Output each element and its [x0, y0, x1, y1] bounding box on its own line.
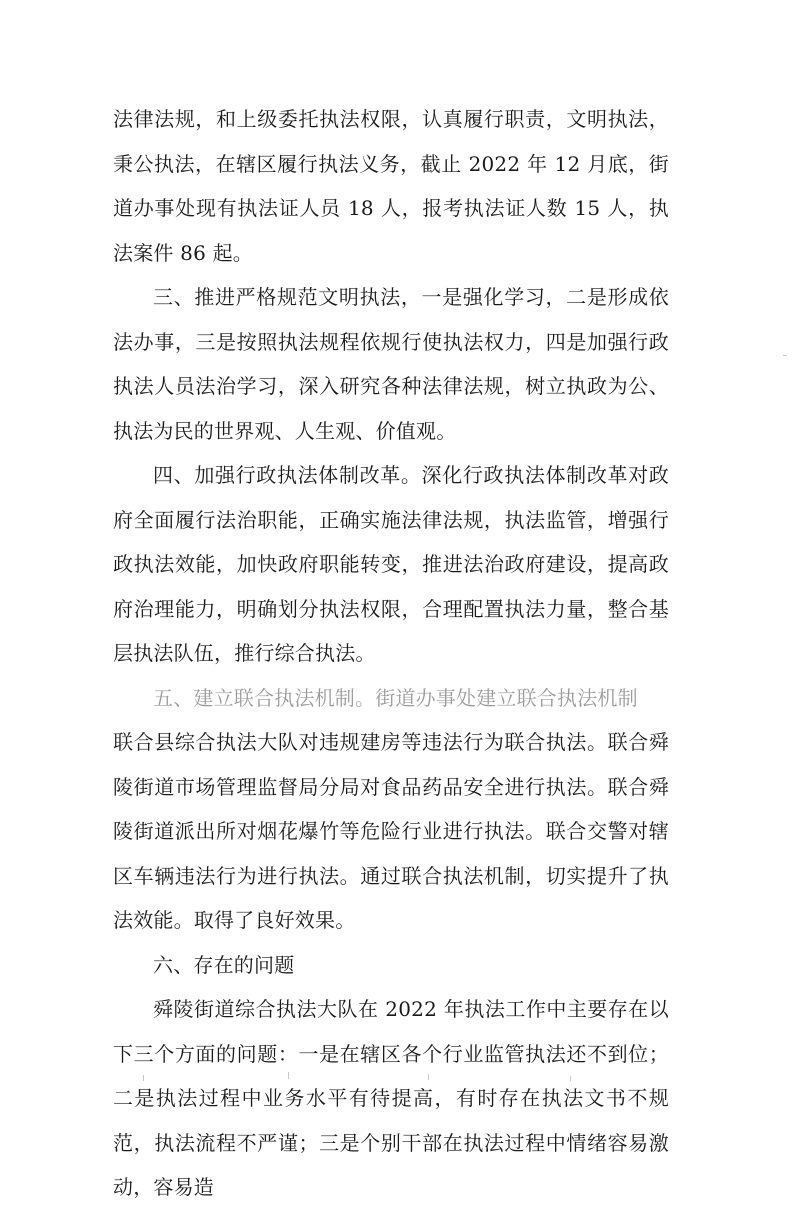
- paragraph-section-five-body: 联合县综合执法大队对违规建房等违法行为联合执法。联合舜陵街道市场管理监督局分局对食品药品安全进行执法。联合舜陵街道派出所对烟花爆竹等危险行业进行执法。联合交警对辖区车辆违法行为进行执法。通过联合执法机制，切实提升了执法效能。取得了良好效果。: [113, 730, 669, 932]
- scan-artifact-mark: [570, 1076, 571, 1081]
- paragraph-section-five-heading: 五、建立联合执法机制。街道办事处建立联合执法机制: [153, 685, 638, 710]
- paragraph-section-three: 三、推进严格规范文明执法，一是强化学习，二是形成依法办事，三是按照执法规程依规行使执法权力，四是加强行政执法人员法治学习，深入研究各种法律法规，树立执政为公、执法为民的世界观、人生观、价值观。: [113, 285, 669, 443]
- scan-artifact-mark: [143, 1075, 144, 1081]
- paragraph-section-four: 四、加强行政执法体制改革。深化行政执法体制改革对政府全面履行法治职能，正确实施法律法规，执法监管，增强行政执法效能，加快政府职能转变，推进法治政府建设，提高政府治理能力，明确划分执法权限，合理配置执法力量，整合基层执法队伍，推行综合执法。: [113, 463, 669, 665]
- paragraph-section-six-heading: 六、存在的问题: [153, 952, 295, 977]
- scan-artifact-mark: [783, 355, 787, 356]
- document-body: [113, 97, 669, 1210]
- scan-artifact-mark: [288, 1072, 289, 1079]
- paragraph-section-six-body: 舜陵街道综合执法大队在 2022 年执法工作中主要存在以下三个方面的问题：一是在辖区各个行业监管执法还不到位；二是执法过程中业务水平有待提高，有时存在执法文书不规范，执法流程不严谨；三是个别干部在执法过程中情绪容易激动，容易造: [113, 997, 669, 1199]
- scan-artifact-mark: [428, 1074, 429, 1080]
- paragraph-law-enforcement-summary: 法律法规，和上级委托执法权限，认真履行职责，文明执法，秉公执法，在辖区履行执法义务，截止 2022 年 12 月底，街道办事处现有执法证人员 18 人，报考执法证人数 15 人，执法案件 86 起。: [113, 107, 669, 265]
